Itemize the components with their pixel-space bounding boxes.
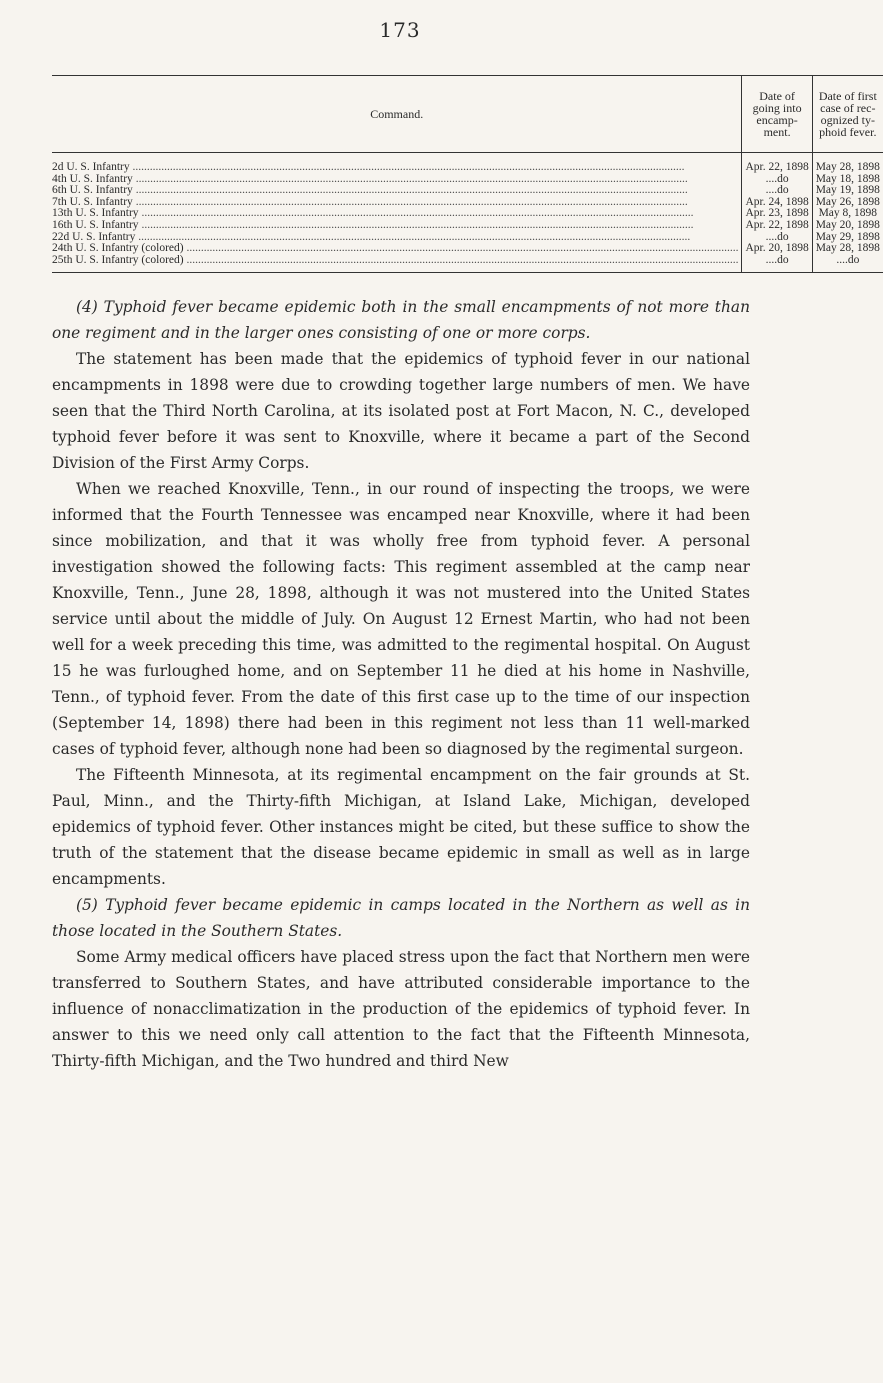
row-date-first: ....do (812, 255, 883, 273)
row-date-first: May 8, 1898 (812, 208, 883, 220)
row-date-going: ....do (742, 174, 812, 186)
row-date-going: ....do (742, 185, 812, 197)
row-date-going: Apr. 23, 1898 (742, 208, 812, 220)
row-date-going: Apr. 22, 1898 (742, 153, 812, 174)
row-date-first: May 20, 1898 (812, 220, 883, 232)
row-command-text: 7th U. S. Infantry ..... (52, 196, 688, 208)
page-number: 173 (379, 18, 421, 42)
row-command-text: 24th U. S. Infantry (colored) ..... (52, 242, 738, 254)
row-command-text: 25th U. S. Infantry (colored) ..... (52, 254, 738, 266)
row-date-first: May 26, 1898 (812, 197, 883, 209)
row-command-text: 13th U. S. Infantry ..... (52, 207, 693, 219)
row-date-going: Apr. 20, 1898 (742, 243, 812, 255)
row-date-going: Apr. 24, 1898 (742, 197, 812, 209)
section-heading-5: (5) Typhoid fever became epidemic in camps located in the Northern as well as in those located in the Southern States. (52, 896, 750, 940)
row-command-text: 4th U. S. Infantry ..... (52, 173, 688, 185)
row-date-first: May 18, 1898 (812, 174, 883, 186)
row-date-going: Apr. 22, 1898 (742, 220, 812, 232)
section-heading-4: (4) Typhoid fever became epidemic both in the small encampments of not more than one regiment and in the larger ones consisting of one or more corps. (52, 298, 750, 342)
body-text (52, 294, 750, 1074)
row-date-first: May 28, 1898 (812, 153, 883, 174)
paragraph-northern-men: Some Army medical officers have placed stress upon the fact that Northern men were transferred to Southern States, and have attributed considerable importance to the influence of nonacclimatization in the production of the epidemics of typhoid fever. In answer to this we need only call attention to the fact that the Fifteenth Minnesota, Thirty-fifth Michigan, and the Two hundred and third New (52, 948, 750, 1070)
typhoid-onset-table (52, 75, 883, 273)
row-command (52, 153, 742, 174)
paragraph-crowding: The statement has been made that the epidemics of typhoid fever in our national encampments in 1898 were due to crowding together large numbers of men. We have seen that the Third North Carolina, at its isolated post at Fort Macon, N. C., developed typhoid fever before it was sent to Knoxville, where it became a part of the Second Division of the First Army Corps. (52, 350, 750, 472)
row-date-first: May 19, 1898 (812, 185, 883, 197)
table-row (52, 255, 883, 273)
header-date-first: Date of first case of rec-ognized ty-phoid fever. (812, 76, 883, 153)
header-command: Command. (370, 107, 424, 121)
row-command-text: 16th U. S. Infantry ..... (52, 219, 693, 231)
typhoid-onset-table-container (52, 75, 880, 273)
row-command-text: 22d U. S. Infantry ..... (52, 231, 690, 243)
table-row (52, 153, 883, 174)
row-command-text: 2d U. S. Infantry ..... (52, 161, 685, 173)
row-date-first: May 29, 1898 (812, 232, 883, 244)
row-command (52, 255, 742, 273)
paragraph-minnesota: The Fifteenth Minnesota, at its regimental encampment on the fair grounds at St. Paul, Minn., and the Thirty-fifth Michigan, at Island Lake, Michigan, developed epidemics of typhoid fever. Other instances might be cited, but these suffice to show the truth of the statement that the disease became epidemic in small as well as in large encampments. (52, 766, 750, 888)
paragraph-knoxville: When we reached Knoxville, Tenn., in our round of inspecting the troops, we were informed that the Fourth Tennessee was encamped near Knoxville, where it had been since mobilization, and that it was wholly free from typhoid fever. A personal investigation showed the following facts: This regiment assembled at the camp near Knoxville, Tenn., June 28, 1898, although it was not mustered into the United States service until about the middle of July. On August 12 Ernest Martin, who had not been well for a week preceding this time, was admitted to the regimental hospital. On August 15 he was furloughed home, and on September 11 he died at his home in Nashville, Tenn., of typhoid fever. From the date of this first case up to the time of our inspection (September 14, 1898) there had been in this regiment not less than 11 well-marked cases of typhoid fever, although none had been so diagnosed by the regimental surgeon. (52, 480, 750, 758)
table-header-row (52, 76, 883, 153)
header-date-going: Date of going into encamp-ment. (742, 76, 812, 153)
row-date-first: May 28, 1898 (812, 243, 883, 255)
row-command-text: 6th U. S. Infantry ..... (52, 184, 688, 196)
row-date-going: ....do (742, 232, 812, 244)
row-date-going: ....do (742, 255, 812, 273)
